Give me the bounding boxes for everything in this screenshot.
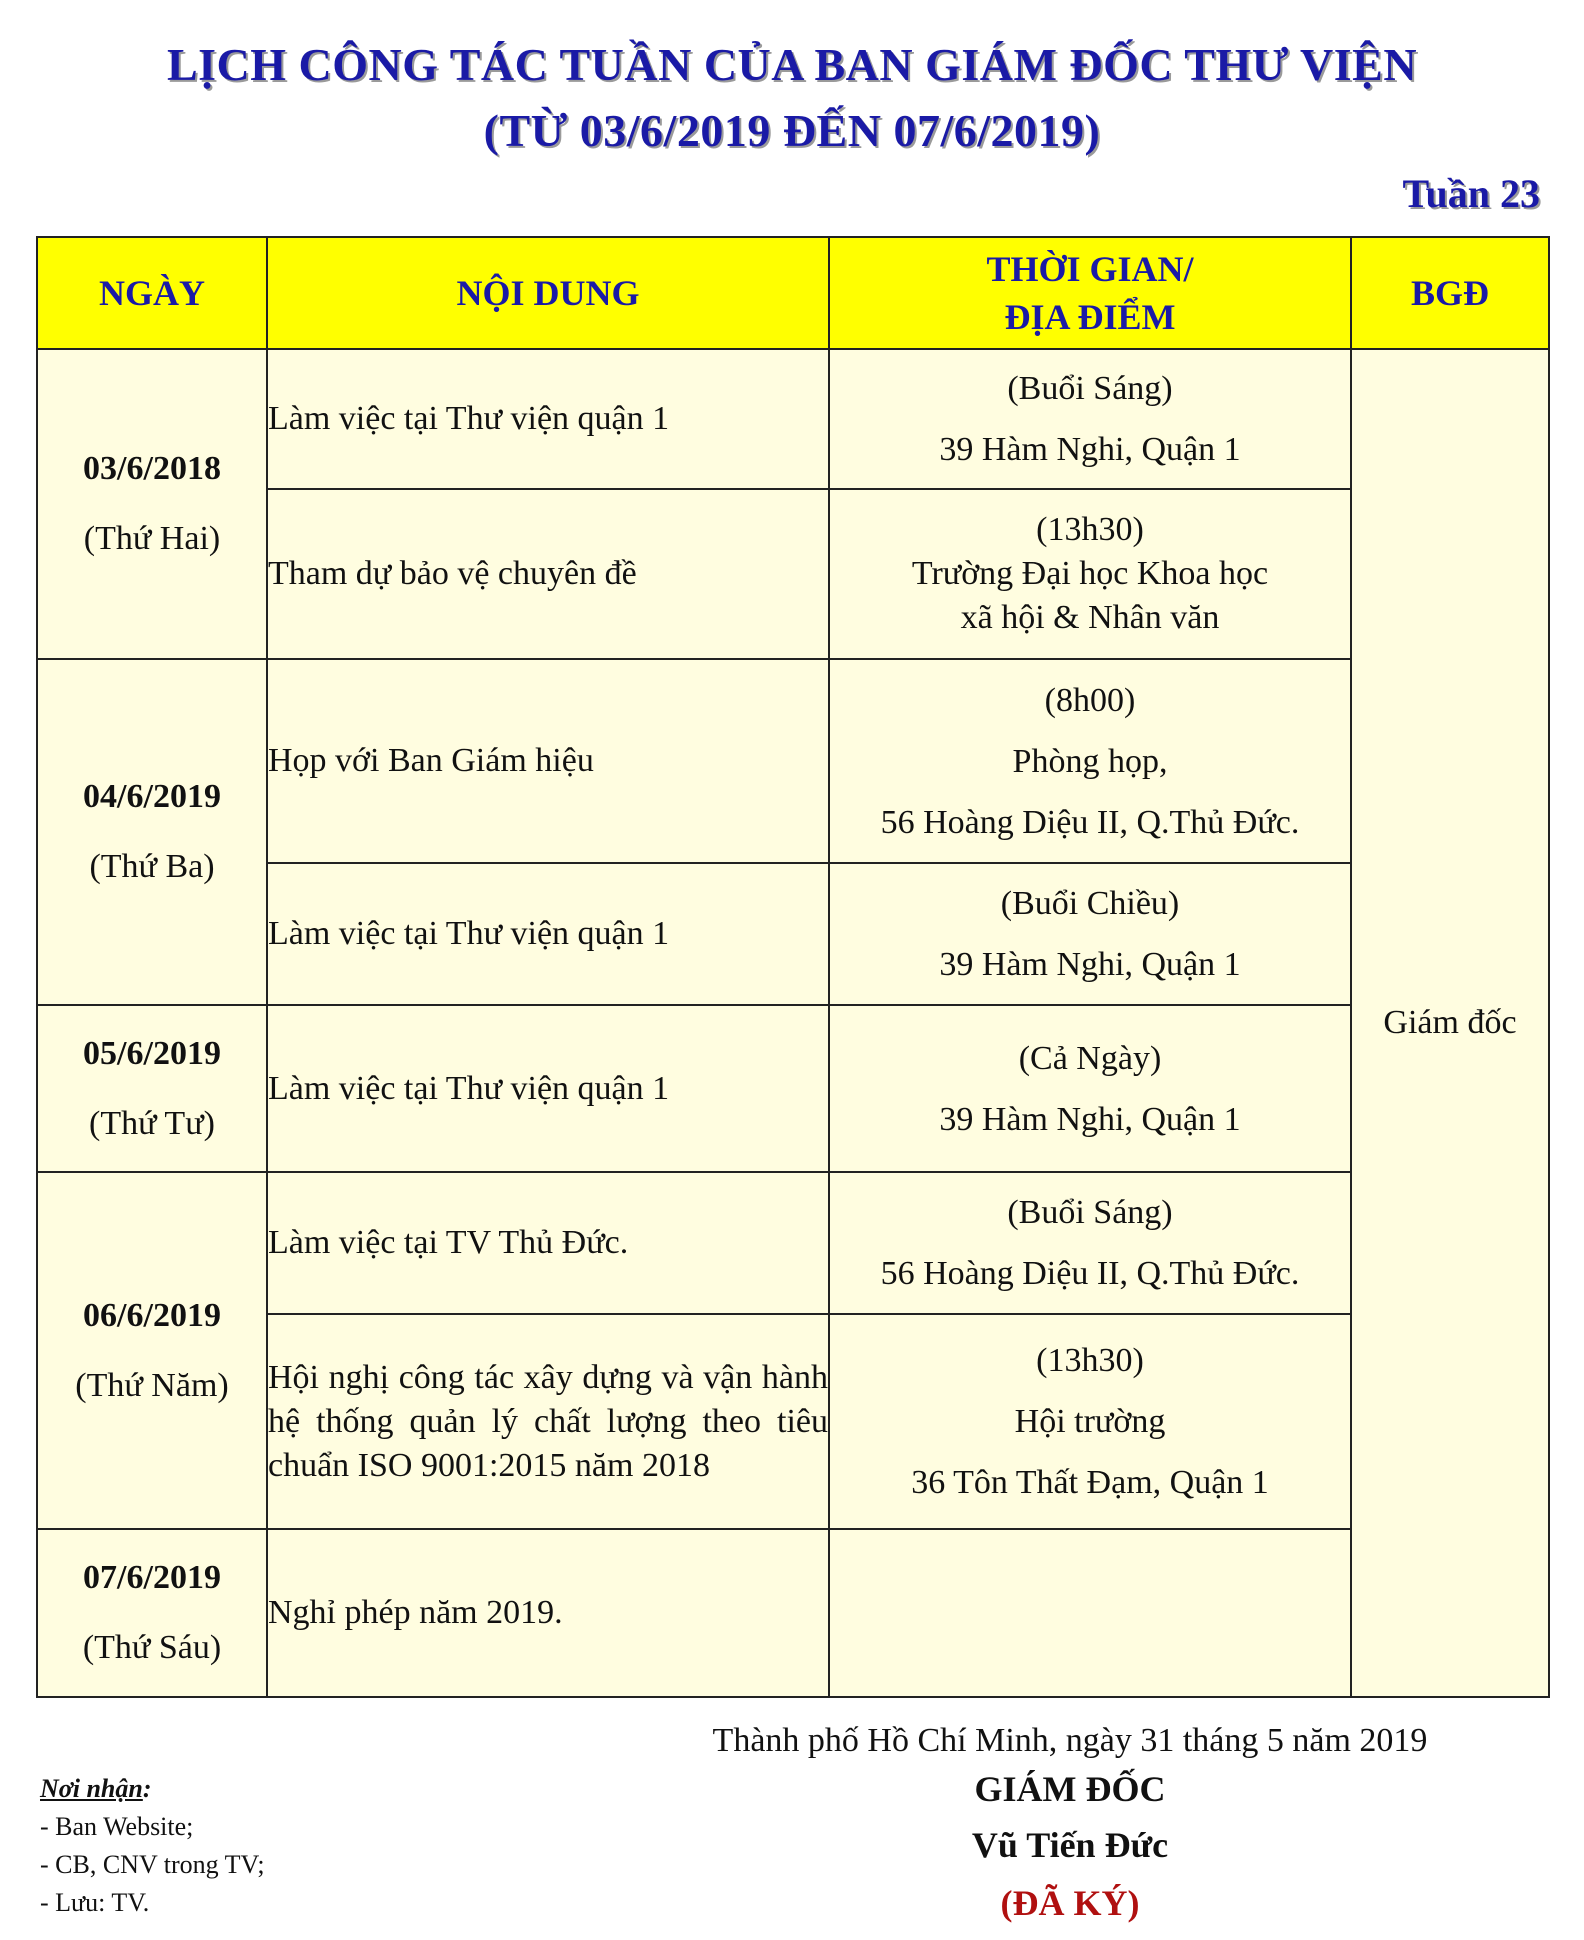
time-line: (Buổi Chiều): [1000, 885, 1180, 922]
date-value: 03/6/2018: [83, 450, 221, 487]
document-title: LỊCH CÔNG TÁC TUẦN CỦA BAN GIÁM ĐỐC THƯ VIỆN: [166, 39, 1418, 90]
weekday-value: (Thứ Hai): [83, 520, 221, 557]
location-line: 56 Hoàng Diệu II, Q.Thủ Đức.: [880, 803, 1300, 841]
date-cell: [37, 1529, 267, 1697]
location-line: 56 Hoàng Diệu II, Q.Thủ Đức.: [880, 1255, 1300, 1292]
content-cell: Làm việc tại Thư viện quận 1: [267, 1005, 829, 1172]
time-line: (Cả Ngày): [1018, 1039, 1162, 1077]
recipients-heading-text: Nơi nhận: [40, 1774, 143, 1803]
table-row: [37, 1529, 1549, 1697]
content-cell: Làm việc tại Thư viện quận 1: [267, 863, 829, 1005]
time-location-cell-empty: [829, 1529, 1351, 1697]
date-cell: [37, 1005, 267, 1172]
date-cell: [37, 349, 267, 659]
date-cell: [37, 659, 267, 1005]
recipients-block: [40, 1770, 265, 1922]
content-cell: Tham dự bảo vệ chuyên đề: [267, 489, 829, 659]
content-cell: Làm việc tại TV Thủ Đức.: [267, 1172, 829, 1314]
recipient-item: - Lưu: TV.: [40, 1888, 150, 1917]
header-time-line2: ĐỊA ĐIỂM: [1004, 297, 1176, 337]
location-line: Hội trường: [1014, 1403, 1166, 1440]
table-row: [37, 349, 1549, 489]
time-location-cell: [829, 489, 1351, 659]
weekday-value: (Thứ Ba): [89, 848, 215, 885]
header-time-location: [829, 237, 1351, 349]
signer-role: GIÁM ĐỐC: [974, 1769, 1166, 1809]
recipient-item: - Ban Website;: [40, 1812, 194, 1841]
weekday-value: (Thứ Năm): [75, 1366, 229, 1404]
location-line: 39 Hàm Nghi, Quận 1: [939, 946, 1241, 983]
recipient-item: - CB, CNV trong TV;: [40, 1850, 265, 1879]
time-location-cell: [829, 1005, 1351, 1172]
location-line: 36 Tôn Thất Đạm, Quận 1: [911, 1464, 1269, 1501]
signer-name: Vũ Tiến Đức: [971, 1825, 1169, 1865]
location-line: 39 Hàm Nghi, Quận 1: [939, 431, 1241, 468]
date-value: 05/6/2019: [83, 1034, 221, 1072]
time-location-cell: [829, 863, 1351, 1005]
header-time-line1: THỜI GIAN/: [986, 249, 1194, 289]
location-line: xã hội & Nhân văn: [960, 599, 1220, 636]
date-value: 06/6/2019: [83, 1296, 221, 1334]
table-row: [37, 659, 1549, 863]
table-row: [37, 1172, 1549, 1314]
time-location-cell: [829, 1314, 1351, 1529]
content-cell: Làm việc tại Thư viện quận 1: [267, 349, 829, 489]
document-date-range: (TỪ 03/6/2019 ĐẾN 07/6/2019): [483, 105, 1101, 156]
recipients-heading: Nơi nhận:: [40, 1774, 152, 1803]
location-line: 39 Hàm Nghi, Quận 1: [939, 1100, 1241, 1138]
time-line: (13h30): [1036, 511, 1144, 548]
week-label: Tuần 23: [1402, 171, 1540, 216]
time-line: (8h00): [1044, 681, 1136, 719]
signed-stamp-text: (ĐÃ KÝ): [1000, 1883, 1140, 1923]
header-date: NGÀY: [37, 237, 267, 349]
date-value: 07/6/2019: [83, 1559, 221, 1596]
location-line: Trường Đại học Khoa học: [911, 555, 1269, 592]
time-location-cell: [829, 1172, 1351, 1314]
content-cell: Nghỉ phép năm 2019.: [267, 1529, 829, 1697]
time-location-cell: [829, 659, 1351, 863]
table-header-row: [37, 237, 1549, 349]
header-bgd: BGĐ: [1351, 237, 1549, 349]
location-line: Phòng họp,: [1012, 742, 1168, 780]
table-row: [37, 1005, 1549, 1172]
time-line: (Buổi Sáng): [1007, 1194, 1173, 1231]
content-cell: Họp với Ban Giám hiệu: [267, 659, 829, 863]
city-date-line: Thành phố Hồ Chí Minh, ngày 31 tháng 5 năm 2019: [712, 1722, 1428, 1759]
header-content: NỘI DUNG: [267, 237, 829, 349]
weekday-value: (Thứ Tư): [89, 1104, 215, 1142]
date-value: 04/6/2019: [83, 778, 221, 815]
schedule-table: [36, 236, 1550, 1698]
time-location-cell: [829, 349, 1351, 489]
weekday-value: (Thứ Sáu): [82, 1629, 222, 1666]
bgd-cell: Giám đốc: [1351, 349, 1549, 1697]
time-line: (Buổi Sáng): [1007, 370, 1173, 407]
date-cell: [37, 1172, 267, 1529]
content-cell: Hội nghị công tác xây dựng và vận hành hệ thống quản lý chất lượng theo tiêu chuẩn ISO 9001:2015 năm 2018: [267, 1314, 829, 1529]
time-line: (13h30): [1036, 1342, 1144, 1379]
